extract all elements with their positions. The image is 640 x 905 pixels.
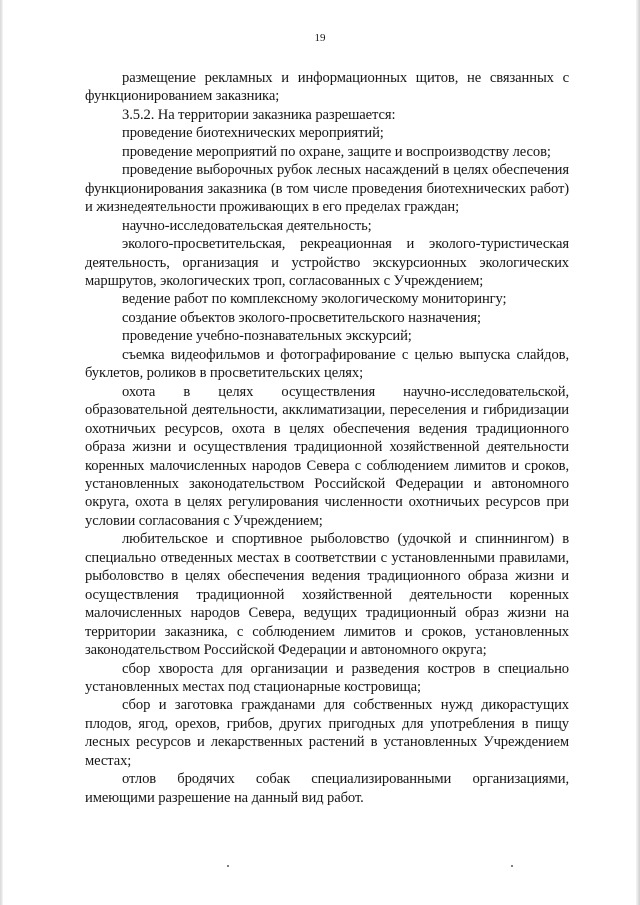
paragraph-fishing: любительское и спортивное рыболовство (удочкой и спиннингом) в специально отведенных местах в соответствии с установленными правилами, рыболовство в целях обеспечения ведения традиционного образа жизни и осуществления традиционной хозяйственной деятельности коренных малочисленных народов Севера, ведущих традиционный образ жизни на территории заказника, с соблюдением лимитов и сроков, установленных законодательством Российской Федерации и автономного округа;: [85, 531, 569, 659]
scan-edge-left: [0, 0, 3, 905]
paragraph-hunting: охота в целях осуществления научно-исследовательской, образовательной деятельности, акклиматизации, переселения и гибридизации охотничьих ресурсов, охота в целях обеспечения ведения традиционного образа жизни и осуществления традиционной хозяйственной деятельности коренных малочисленных народов Севера с соблюдением лимитов и сроков, установленных законодательством Российской Федерации и автономного округа, охота в целях регулирования численности охотничьих ресурсов при условии согласования с Учреждением;: [85, 383, 569, 529]
paragraph-research: научно-исследовательская деятельность;: [122, 217, 372, 234]
paragraph-selective-logging: проведение выборочных рубок лесных насаждений в целях обеспечения функционирования заказника (в том числе проведения биотехнических работ) и жизнедеятельности проживающих в его пределах граждан;: [85, 162, 569, 216]
page-number: 19: [314, 32, 326, 44]
paragraph-brushwood: сбор хвороста для организации и разведения костров в специально установленных местах под стационарные костровища;: [85, 660, 569, 695]
scan-edge-right: [636, 0, 640, 905]
document-body: [85, 69, 569, 807]
paragraph-stray-dogs: отлов бродячих собак специализированными организациями, имеющими разрешение на данный вид работ.: [85, 771, 569, 806]
paragraph-eco-objects: создание объектов эколого-просветительского назначения;: [122, 309, 481, 326]
paragraph-section-heading: 3.5.2. На территории заказника разрешается:: [122, 106, 396, 123]
paragraph-forest-protection: проведение мероприятий по охране, защите и воспроизводству лесов;: [122, 143, 551, 160]
paragraph-excursions: проведение учебно-познавательных экскурсий;: [122, 328, 412, 345]
paragraph-eco-tourism: эколого-просветительская, рекреационная и эколого-туристическая деятельность, организация и устройство экскурсионных экологических маршрутов, экологических троп, согласованных с Учреждением;: [85, 236, 569, 289]
paragraph-advertising: размещение рекламных и информационных щитов, не связанных с функционированием заказника;: [85, 70, 569, 105]
paragraph-monitoring: ведение работ по комплексному экологическому мониторингу;: [122, 291, 507, 308]
scan-speck: [511, 865, 513, 867]
paragraph-biotechnical: проведение биотехнических мероприятий;: [122, 125, 384, 142]
paragraph-gathering: сбор и заготовка гражданами для собственных нужд дикорастущих плодов, ягод, орехов, грибов, других пригодных для употребления в пищу лесных ресурсов и лекарственных растений в установленных Учреждением местах;: [85, 697, 569, 769]
paragraph-filming: съемка видеофильмов и фотографирование с целью выпуска слайдов, буклетов, роликов в просветительских целях;: [85, 346, 569, 382]
scan-speck: [227, 865, 229, 867]
